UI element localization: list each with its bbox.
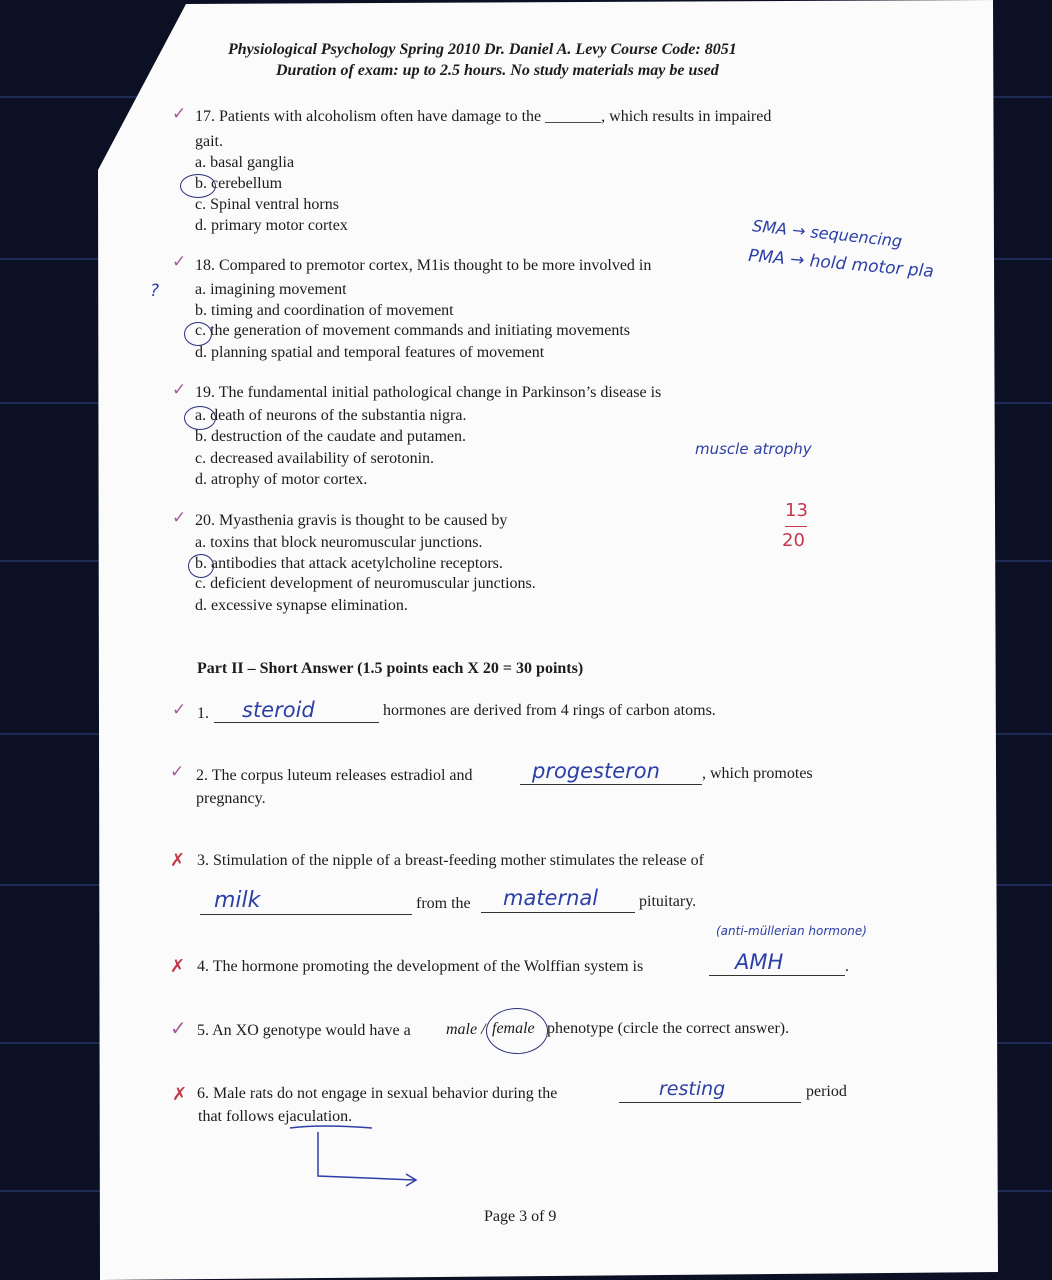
- q20-option-c: c. deficient development of neuromuscular junctions.: [195, 575, 536, 592]
- check-mark-19: ✓: [172, 380, 187, 400]
- page-number: Page 3 of 9: [484, 1208, 557, 1225]
- sa3-answer1: milk: [214, 888, 261, 913]
- q20-option-a: a. toxins that block neuromuscular junctions.: [195, 534, 483, 551]
- sa3-stem: 3. Stimulation of the nipple of a breast-feeding mother stimulates the release of: [197, 852, 704, 869]
- margin-note-muscle-atrophy: muscle atrophy: [695, 440, 812, 458]
- sa2-post: , which promotes: [702, 765, 813, 782]
- q18-stem: 18. Compared to premotor cortex, M1is thought to be more involved in: [195, 257, 652, 274]
- margin-question-mark: ?: [150, 281, 160, 301]
- cross-mark-sa4: ✗: [170, 956, 186, 977]
- q17-stem-cont: gait.: [195, 133, 223, 150]
- cross-mark-sa6: ✗: [172, 1084, 188, 1105]
- margin-note-sma: SMA → sequencing: [751, 216, 904, 251]
- q18-option-c: c. the generation of movement commands and initiating movements: [195, 322, 630, 339]
- sa2-stem: 2. The corpus luteum releases estradiol and: [196, 767, 473, 784]
- score-numerator: 13: [785, 500, 808, 521]
- hand-drawn-arrow: [280, 1124, 430, 1194]
- sa6-answer: resting: [659, 1078, 726, 1100]
- sa3-answer2: maternal: [503, 886, 599, 910]
- sa2-line2: pregnancy.: [196, 790, 266, 807]
- sa5-post: phenotype (circle the correct answer).: [547, 1020, 790, 1037]
- part2-title: Part II – Short Answer (1.5 points each X 20 = 30 points): [197, 660, 584, 677]
- exam-header-line2: Duration of exam: up to 2.5 hours. No study materials may be used: [276, 62, 719, 79]
- q19-option-b: b. destruction of the caudate and putamen.: [195, 428, 467, 445]
- answer-circle-18c: [184, 322, 212, 346]
- cross-mark-sa3: ✗: [170, 850, 186, 871]
- sa1-text: hormones are derived from 4 rings of carbon atoms.: [383, 702, 716, 719]
- sa4-note: (anti-müllerian hormone): [716, 924, 867, 938]
- sa3-post: pituitary.: [639, 893, 697, 910]
- sa6-post: period: [806, 1083, 847, 1100]
- q18-option-d: d. planning spatial and temporal features of movement: [195, 344, 545, 361]
- sa1-answer: steroid: [242, 698, 315, 722]
- answer-circle-19a: [184, 406, 216, 430]
- sa5-option-female: female: [492, 1020, 535, 1037]
- check-mark-sa5: ✓: [170, 1016, 187, 1040]
- check-mark-sa2: ✓: [170, 762, 185, 782]
- margin-note-pma: PMA → hold motor pla: [747, 245, 935, 283]
- answer-circle-17b: [180, 174, 216, 198]
- check-mark-sa1: ✓: [172, 700, 187, 720]
- sa4-answer: AMH: [735, 950, 784, 974]
- q19-option-d: d. atrophy of motor cortex.: [195, 471, 368, 488]
- q20-option-b: b. antibodies that attack acetylcholine receptors.: [195, 555, 503, 572]
- q17-option-b: b. cerebellum: [195, 175, 283, 192]
- sa6-line2: that follows ejaculation.: [198, 1108, 353, 1125]
- score-denominator: 20: [782, 530, 805, 551]
- check-mark-18: ✓: [172, 252, 187, 272]
- sa2-answer: progesteron: [532, 759, 660, 783]
- sa1-number: 1.: [197, 705, 209, 722]
- q19-option-c: c. decreased availability of serotonin.: [195, 450, 435, 467]
- q20-stem: 20. Myasthenia gravis is thought to be caused by: [195, 512, 508, 529]
- sa4-period: .: [845, 958, 849, 975]
- check-mark-17: ✓: [172, 104, 187, 124]
- q19-stem: 19. The fundamental initial pathological change in Parkinson’s disease is: [195, 384, 662, 401]
- sa4-stem: 4. The hormone promoting the development of the Wolffian system is: [197, 958, 644, 975]
- answer-circle-female: [486, 1008, 548, 1054]
- q17-option-c: c. Spinal ventral horns: [195, 196, 339, 213]
- q19-option-a: a. death of neurons of the substantia nigra.: [195, 407, 467, 424]
- q18-option-b: b. timing and coordination of movement: [195, 302, 454, 319]
- q17-option-a: a. basal ganglia: [195, 154, 295, 171]
- check-mark-20: ✓: [172, 508, 187, 528]
- sa5-option-male: male /: [446, 1021, 486, 1038]
- q20-option-d: d. excessive synapse elimination.: [195, 597, 408, 614]
- q18-option-a: a. imagining movement: [195, 281, 347, 298]
- sa3-mid: from the: [416, 895, 471, 912]
- q17-stem: 17. Patients with alcoholism often have damage to the _______, which results in impaired: [195, 108, 772, 125]
- sa6-stem: 6. Male rats do not engage in sexual behavior during the: [197, 1085, 558, 1102]
- exam-header-line1: Physiological Psychology Spring 2010 Dr. Daniel A. Levy Course Code: 8051: [228, 41, 737, 58]
- score-fraction-line: [785, 526, 807, 527]
- q17-option-d: d. primary motor cortex: [195, 217, 348, 234]
- sa5-stem: 5. An XO genotype would have a: [197, 1022, 411, 1039]
